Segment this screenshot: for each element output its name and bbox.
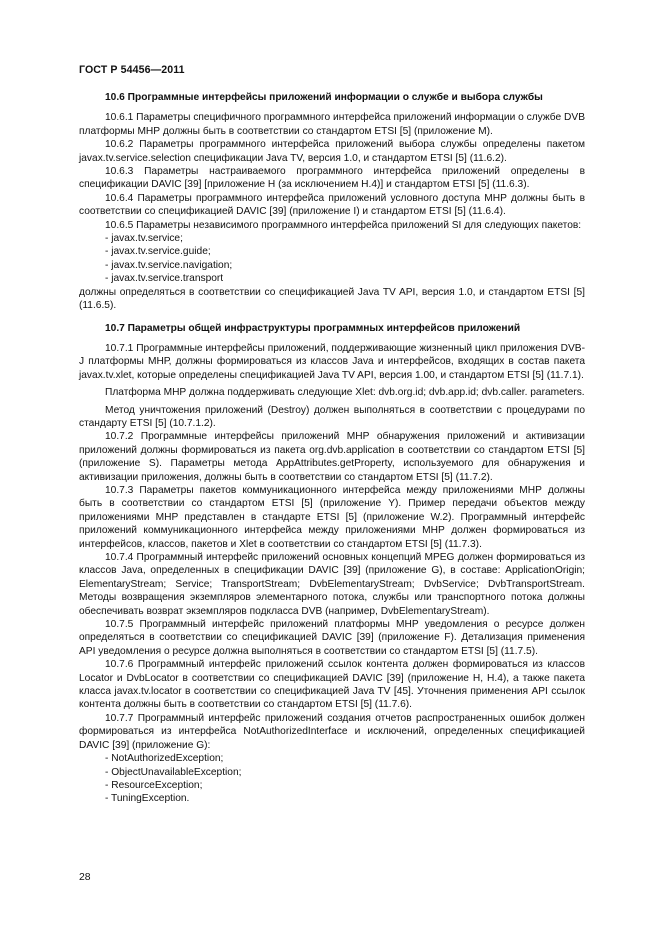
paragraph-10-6-5-continuation: должны определяться в соответствии со спецификацией Java TV API, версия 1.0, и стандартом ETSI [5] (11.6.5). — [79, 286, 585, 312]
paragraph-10-6-4: 10.6.4 Параметры программного интерфейса приложений условного доступа МНР должны быть в соответствии со спецификацией DAVIC [39] (приложение I) и стандартом ETSI [5] (11.6.4). — [79, 192, 585, 218]
section-heading-10-7: 10.7 Параметры общей инфраструктуры программных интерфейсов приложений — [105, 322, 521, 334]
paragraph-10-7-5: 10.7.5 Программный интерфейс приложений платформы МНР уведомления о ресурсе должен определяться в соответствии со спецификацией DAVIC [39] (приложение F). Детализация применения API уведомления о ресурсе должна выполняться в соответствии со стандартом ETSI [5] (11.7.5). — [79, 619, 585, 657]
exception-list-item: - ObjectUnavailableException; — [105, 766, 242, 778]
paragraph-10-7-3: 10.7.3 Параметры пакетов коммуникационного интерфейса между приложениями МНР должны быть в соответствии со стандартом ETSI [5] (приложение Y). Пример передачи объектов между приложениями МНР представлен в стандарте ETSI [5] (приложение W.2). Программный интерфейс приложений коммуникационного интерфейса между приложениями МНР должен формироваться из интерфейсов, классов, пакетов и Xlet в соответствии со стандартом ETSI [5] (11.7.3). — [79, 484, 585, 550]
paragraph-xlet-support: Платформа МНР должна поддерживать следующие Xlet: dvb.org.id; dvb.app.id; dvb.caller. parameters. — [105, 387, 585, 399]
paragraph-10-7-4: 10.7.4 Программный интерфейс приложений основных концепций MPEG должен формироваться из классов Java, определенных в спецификации DAVIC [39] (приложение G), в составе: ApplicationOrigin; ElementaryStream; Service; TransportStream; DvbElementaryStream; DvbService; DvbTransportStream. Методы возвращения экземпляров элементарного потока, службы или транспортного потока должны обеспечивать возврат экземпляров подкласса DVB (например, DvbElementaryStream). — [79, 552, 585, 617]
paragraph-10-7-2: 10.7.2 Программные интерфейсы приложений МНР обнаружения приложений и активизации приложений должны формироваться из пакета org.dvb.application в соответствии со стандартом ETSI [5] (приложение S). Параметры метода AppAttributes.getProperty, используемого для обнаружения и активизации приложения, должны быть в соответствии со стандартом ETSI [5] (11.7.2). — [79, 431, 585, 483]
page-content — [79, 91, 585, 806]
paragraph-10-6-2: 10.6.2 Параметры программного интерфейса приложений выбора службы определены пакетом javax.tv.service.selection спецификации Java TV, версия 1.0, и стандартом ETSI [5] (11.6.2). — [79, 139, 585, 164]
exception-list-item: - ResourceException; — [105, 779, 203, 791]
paragraph-10-6-5: 10.6.5 Параметры независимого программного интерфейса приложений SI для следующих пакетов: — [105, 219, 582, 231]
package-list-item: - javax.tv.service; — [105, 233, 183, 245]
paragraph-10-6-1: 10.6.1 Параметры специфичного программного интерфейса приложений информации о службе DVB платформы МНР должны быть в соответствии со стандартом ETSI [5] (приложение М). — [79, 112, 585, 137]
package-list-item: - javax.tv.service.guide; — [105, 246, 211, 258]
paragraph-10-7-6: 10.7.6 Программный интерфейс приложений ссылок контента должен формироваться из классов Locator и DvbLocator в соответствии со спецификацией DAVIC [39] (приложение Н, Н.4), а также пакета класса javax.tv.locator в соответствии со спецификацией Java TV [45]. Уточнения применения API ссылок контента должны быть в соответствии со стандартом ETSI [5] (11.7.6). — [79, 659, 585, 711]
page-number: 28 — [79, 872, 91, 883]
package-list-item: - javax.tv.service.transport — [105, 273, 224, 285]
exception-list-item: - TuningException. — [105, 793, 190, 805]
section-heading-10-6: 10.6 Программные интерфейсы приложений информации о службе и выбора службы — [105, 92, 543, 103]
paragraph-10-7-7: 10.7.7 Программный интерфейс приложений создания отчетов распространенных ошибок должен формироваться из интерфейса NotAuthorizedInterface и исключений, определенных спецификацией DAVIC [39] (приложение G): — [79, 712, 585, 751]
package-list-item: - javax.tv.service.navigation; — [105, 259, 233, 271]
paragraph-10-6-3: 10.6.3 Параметры настраиваемого программного интерфейса приложений определены в спецификации DAVIC [39] [приложение Н (за исключением Н.4)] и стандартом ETSI [5] (11.6.3). — [79, 166, 585, 191]
paragraph-destroy-method: Метод уничтожения приложений (Destroy) должен выполняться в соответствии с процедурами по стандарту ETSI [5] (10.7.1.2). — [79, 404, 585, 429]
exception-list-item: - NotAuthorizedException; — [105, 753, 224, 765]
paragraph-10-7-1: 10.7.1 Программные интерфейсы приложений, поддерживающие жизненный цикл приложения DVB-J платформы МНР, должны формироваться из классов Java и интерфейсов, входящих в состав пакета javax.tv.xlet, которые определены спецификацией Java TV API, версия 1.00, и стандартом ETSI [5] (11.7.1). — [79, 342, 585, 381]
document-id: ГОСТ Р 54456—2011 — [79, 64, 185, 76]
